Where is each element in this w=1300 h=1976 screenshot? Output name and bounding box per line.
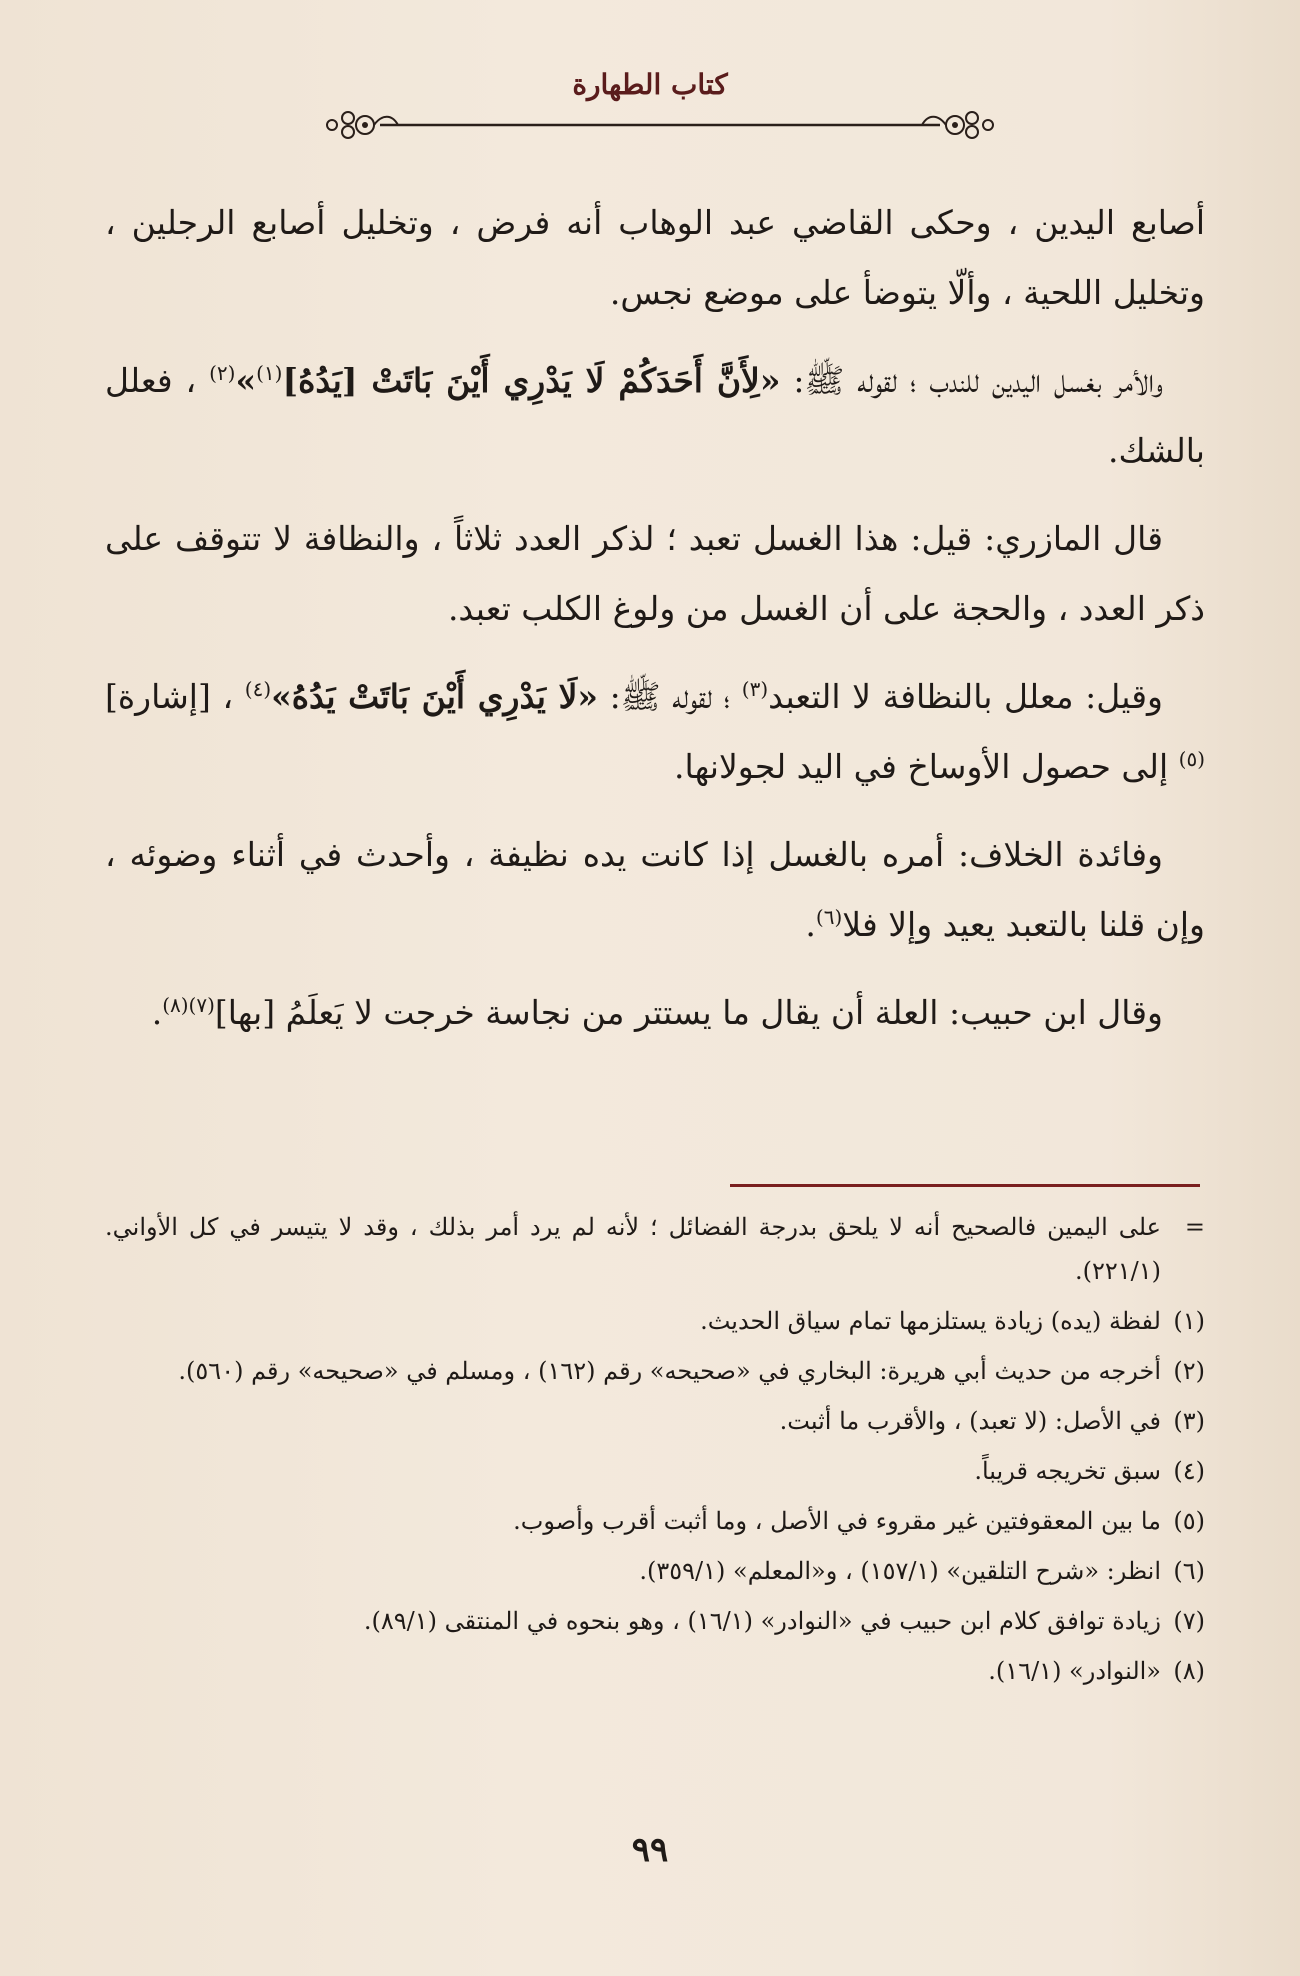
paragraph-text: . xyxy=(805,905,816,944)
paragraph-3 xyxy=(105,504,1205,644)
paragraph-text: ، فعلل بالشك. xyxy=(105,361,1205,470)
main-text xyxy=(105,188,1205,1066)
footnote-item xyxy=(105,1449,1205,1493)
footnote-item xyxy=(105,1299,1205,1343)
scroll-ornament-icon xyxy=(320,108,1000,142)
footnote-text: انظر: «شرح التلقين» (١٥٧/١) ، و«المعلم» (٣٥٩/١). xyxy=(639,1557,1161,1585)
paragraph-6 xyxy=(105,978,1205,1048)
footnote-item xyxy=(105,1399,1205,1443)
footnote-text: زيادة توافق كلام ابن حبيب في «النوادر» (١٦/١) ، وهو بنحوه في المنتقى (٨٩/١). xyxy=(363,1607,1161,1635)
footnote-ref[interactable]: (٥) xyxy=(1178,747,1205,771)
footnote-number: (١) xyxy=(1173,1307,1205,1335)
footnote-ref[interactable]: (٢) xyxy=(209,361,236,385)
footnote-number: (٧) xyxy=(1173,1607,1205,1635)
paragraph-text: وفائدة الخلاف: أمره بالغسل إذا كانت يده نظيفة ، وأحدث في أثناء وضوئه ، وإن قلنا بالتعبد يعيد وإلا فلا xyxy=(105,835,1205,944)
quote-close: » xyxy=(235,361,257,400)
paragraph-4 xyxy=(105,662,1205,802)
footnote-text: لفظة (يده) زيادة يستلزمها تمام سياق الحديث. xyxy=(700,1307,1161,1335)
footnote-ref[interactable]: (٦) xyxy=(815,905,843,929)
paragraph-text: ، [إشارة] xyxy=(105,677,234,716)
paragraph-text: وقال ابن حبيب: العلة أن يقال ما يستتر من نجاسة خرجت لا يَعلَمُ [بها] xyxy=(214,993,1163,1032)
footnote-number: (٨) xyxy=(1173,1657,1205,1685)
footnote-ref[interactable]: (٧)(٨) xyxy=(162,993,215,1017)
footnote-number: (٣) xyxy=(1173,1407,1205,1435)
footnote-ref[interactable]: (٤) xyxy=(244,677,272,701)
paragraph-text: أصابع اليدين ، وحكى القاضي عبد الوهاب أنه فرض ، وتخليل أصابع الرجلين ، وتخليل اللحية ، وألّا يتوضأ على موضع نجس. xyxy=(105,203,1205,312)
footnote-item xyxy=(105,1599,1205,1643)
hadith-quote: «لِأَنَّ أَحَدَكُمْ لَا يَدْرِي أَيْنَ بَاتَتْ [يَدُهُ] xyxy=(282,361,781,400)
footnote-text: «النوادر» (١٦/١). xyxy=(988,1657,1161,1685)
footnote-ref[interactable]: (٣) xyxy=(741,677,769,701)
footnote-number: (٦) xyxy=(1173,1557,1205,1585)
footnote-item xyxy=(105,1205,1205,1293)
paragraph-1 xyxy=(105,188,1205,328)
running-header-title: كتاب الطهارة xyxy=(572,68,728,101)
paragraph-2 xyxy=(105,346,1205,486)
footnote-divider xyxy=(730,1184,1200,1187)
footnote-ref[interactable]: (١) xyxy=(256,361,283,385)
footnotes xyxy=(105,1205,1205,1699)
page-number: ٩٩ xyxy=(631,1830,669,1870)
footnote-item xyxy=(105,1349,1205,1393)
paragraph-text: قال المازري: قيل: هذا الغسل تعبد ؛ لذكر العدد ثلاثاً ، والنظافة لا تتوقف على ذكر العدد ، والحجة على أن الغسل من ولوغ الكلب تعبد. xyxy=(105,519,1205,628)
hadith-quote: «لَا يَدْرِي أَيْنَ بَاتَتْ يَدُهُ» xyxy=(271,677,599,716)
paragraph-text: . xyxy=(151,993,163,1032)
footnote-text: في الأصل: (لا تعبد) ، والأقرب ما أثبت. xyxy=(779,1407,1161,1435)
paragraph-5 xyxy=(105,820,1205,960)
footnote-number: (٥) xyxy=(1173,1507,1205,1535)
footnote-text: سبق تخريجه قريباً. xyxy=(974,1457,1161,1485)
footnote-number: = xyxy=(1184,1213,1205,1241)
footnote-text: على اليمين فالصحيح أنه لا يلحق بدرجة الفضائل ؛ لأنه لم يرد أمر بذلك ، وقد لا يتيسر في كل الأواني. (٢٢١/١). xyxy=(105,1213,1161,1285)
footnote-text: أخرجه من حديث أبي هريرة: البخاري في «صحيحه» رقم (١٦٢) ، ومسلم في «صحيحه» رقم (٥٦٠). xyxy=(178,1357,1161,1385)
footnote-number: (٤) xyxy=(1173,1457,1205,1485)
footnote-item xyxy=(105,1549,1205,1593)
paragraph-text: والأمر بغسل اليدين للندب ؛ لقوله ﷺ: xyxy=(780,361,1163,400)
footnote-text: ما بين المعقوفتين غير مقروء في الأصل ، وما أثبت أقرب وأصوب. xyxy=(513,1507,1161,1535)
paragraph-text: إلى حصول الأوساخ في اليد لجولانها. xyxy=(674,747,1179,786)
footnote-item xyxy=(105,1649,1205,1693)
footnote-item xyxy=(105,1499,1205,1543)
paragraph-text: ؛ لقوله ﷺ: xyxy=(598,677,731,716)
paragraph-text: وقيل: معلل بالنظافة لا التعبد xyxy=(768,677,1163,716)
footnote-number: (٢) xyxy=(1173,1357,1205,1385)
